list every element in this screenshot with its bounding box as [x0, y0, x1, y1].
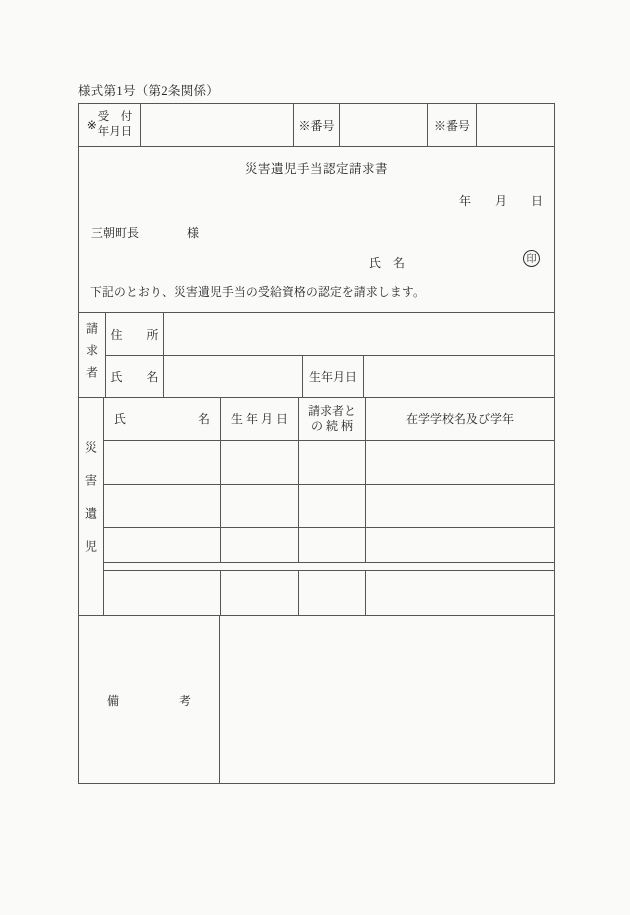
title-block [79, 147, 554, 313]
orphan-row [104, 441, 554, 485]
orphans-rows [104, 441, 554, 615]
declaration-text: 下記のとおり、災害遺児手当の受給資格の認定を請求します。 [90, 285, 425, 299]
orphan-cell-school [366, 528, 554, 562]
addressee-line: 三朝町長 様 [91, 226, 200, 240]
reception-label-line1: 受 付 [97, 111, 133, 123]
form-number-label: 様式第1号（第2条関係） [78, 84, 220, 98]
reception-header-row [79, 104, 554, 147]
address-value-cell [164, 313, 554, 355]
orphans-section [79, 398, 554, 616]
claimant-birthdate-value-cell [364, 356, 554, 397]
claimant-name-label: 氏 名 [106, 356, 164, 397]
claimant-address-row [106, 313, 554, 356]
orphan-row [104, 571, 554, 615]
orphan-cell-birthdate [221, 528, 299, 562]
reception-date-label-cell [79, 104, 141, 146]
orphan-cell-school [366, 485, 554, 527]
double-rule-spacer [104, 563, 554, 571]
orphan-cell-relation [299, 571, 366, 615]
reception-label-line2: 年月日 [97, 126, 133, 138]
orphan-cell-school [366, 571, 554, 615]
claimant-name-value-cell [164, 356, 303, 397]
orphans-table [104, 398, 554, 615]
number1-value-cell [340, 104, 428, 146]
reception-date-value-cell [141, 104, 294, 146]
date-line: 年 月 日 [458, 194, 543, 208]
orphan-cell-relation [299, 528, 366, 562]
asterisk-mark: ※ [86, 117, 97, 132]
orphan-cell-birthdate [221, 441, 299, 484]
name-label: 氏 名 [369, 256, 406, 270]
claimant-section-label: 請求者 [79, 313, 106, 397]
orphans-header-row [104, 398, 554, 441]
orphan-cell-school [366, 441, 554, 484]
column-header-name: 氏 名 [104, 398, 221, 440]
orphan-cell-birthdate [221, 485, 299, 527]
orphan-cell-name [104, 571, 221, 615]
orphan-cell-relation [299, 441, 366, 484]
remarks-label: 備 考 [79, 616, 220, 784]
claimant-name-row [106, 356, 554, 397]
reception-date-label [87, 110, 133, 140]
form-table [78, 103, 555, 784]
remarks-value-cell [220, 616, 554, 784]
number2-label-cell: ※番号 [428, 104, 477, 146]
number1-label-cell: ※番号 [294, 104, 340, 146]
remarks-section [79, 616, 554, 784]
orphan-cell-birthdate [221, 571, 299, 615]
claimant-section [79, 313, 554, 398]
seal-placeholder-icon: 印 [523, 250, 540, 267]
orphans-section-label: 災害遺児 [79, 398, 104, 615]
orphan-cell-relation [299, 485, 366, 527]
column-header-relation: 請求者と の 続 柄 [299, 398, 366, 440]
column-header-school: 在学学校名及び学年 [405, 411, 514, 426]
orphan-cell-name [104, 485, 221, 527]
number2-value-cell [477, 104, 554, 146]
address-label: 住 所 [106, 313, 164, 355]
orphan-cell-name [104, 441, 221, 484]
column-header-birthdate: 生 年 月 日 [221, 398, 299, 440]
orphan-cell-name [104, 528, 221, 562]
claimant-birthdate-label: 生年月日 [303, 356, 364, 397]
form-title: 災害遺児手当認定請求書 [244, 162, 388, 176]
orphan-row [104, 485, 554, 528]
orphan-row [104, 528, 554, 563]
